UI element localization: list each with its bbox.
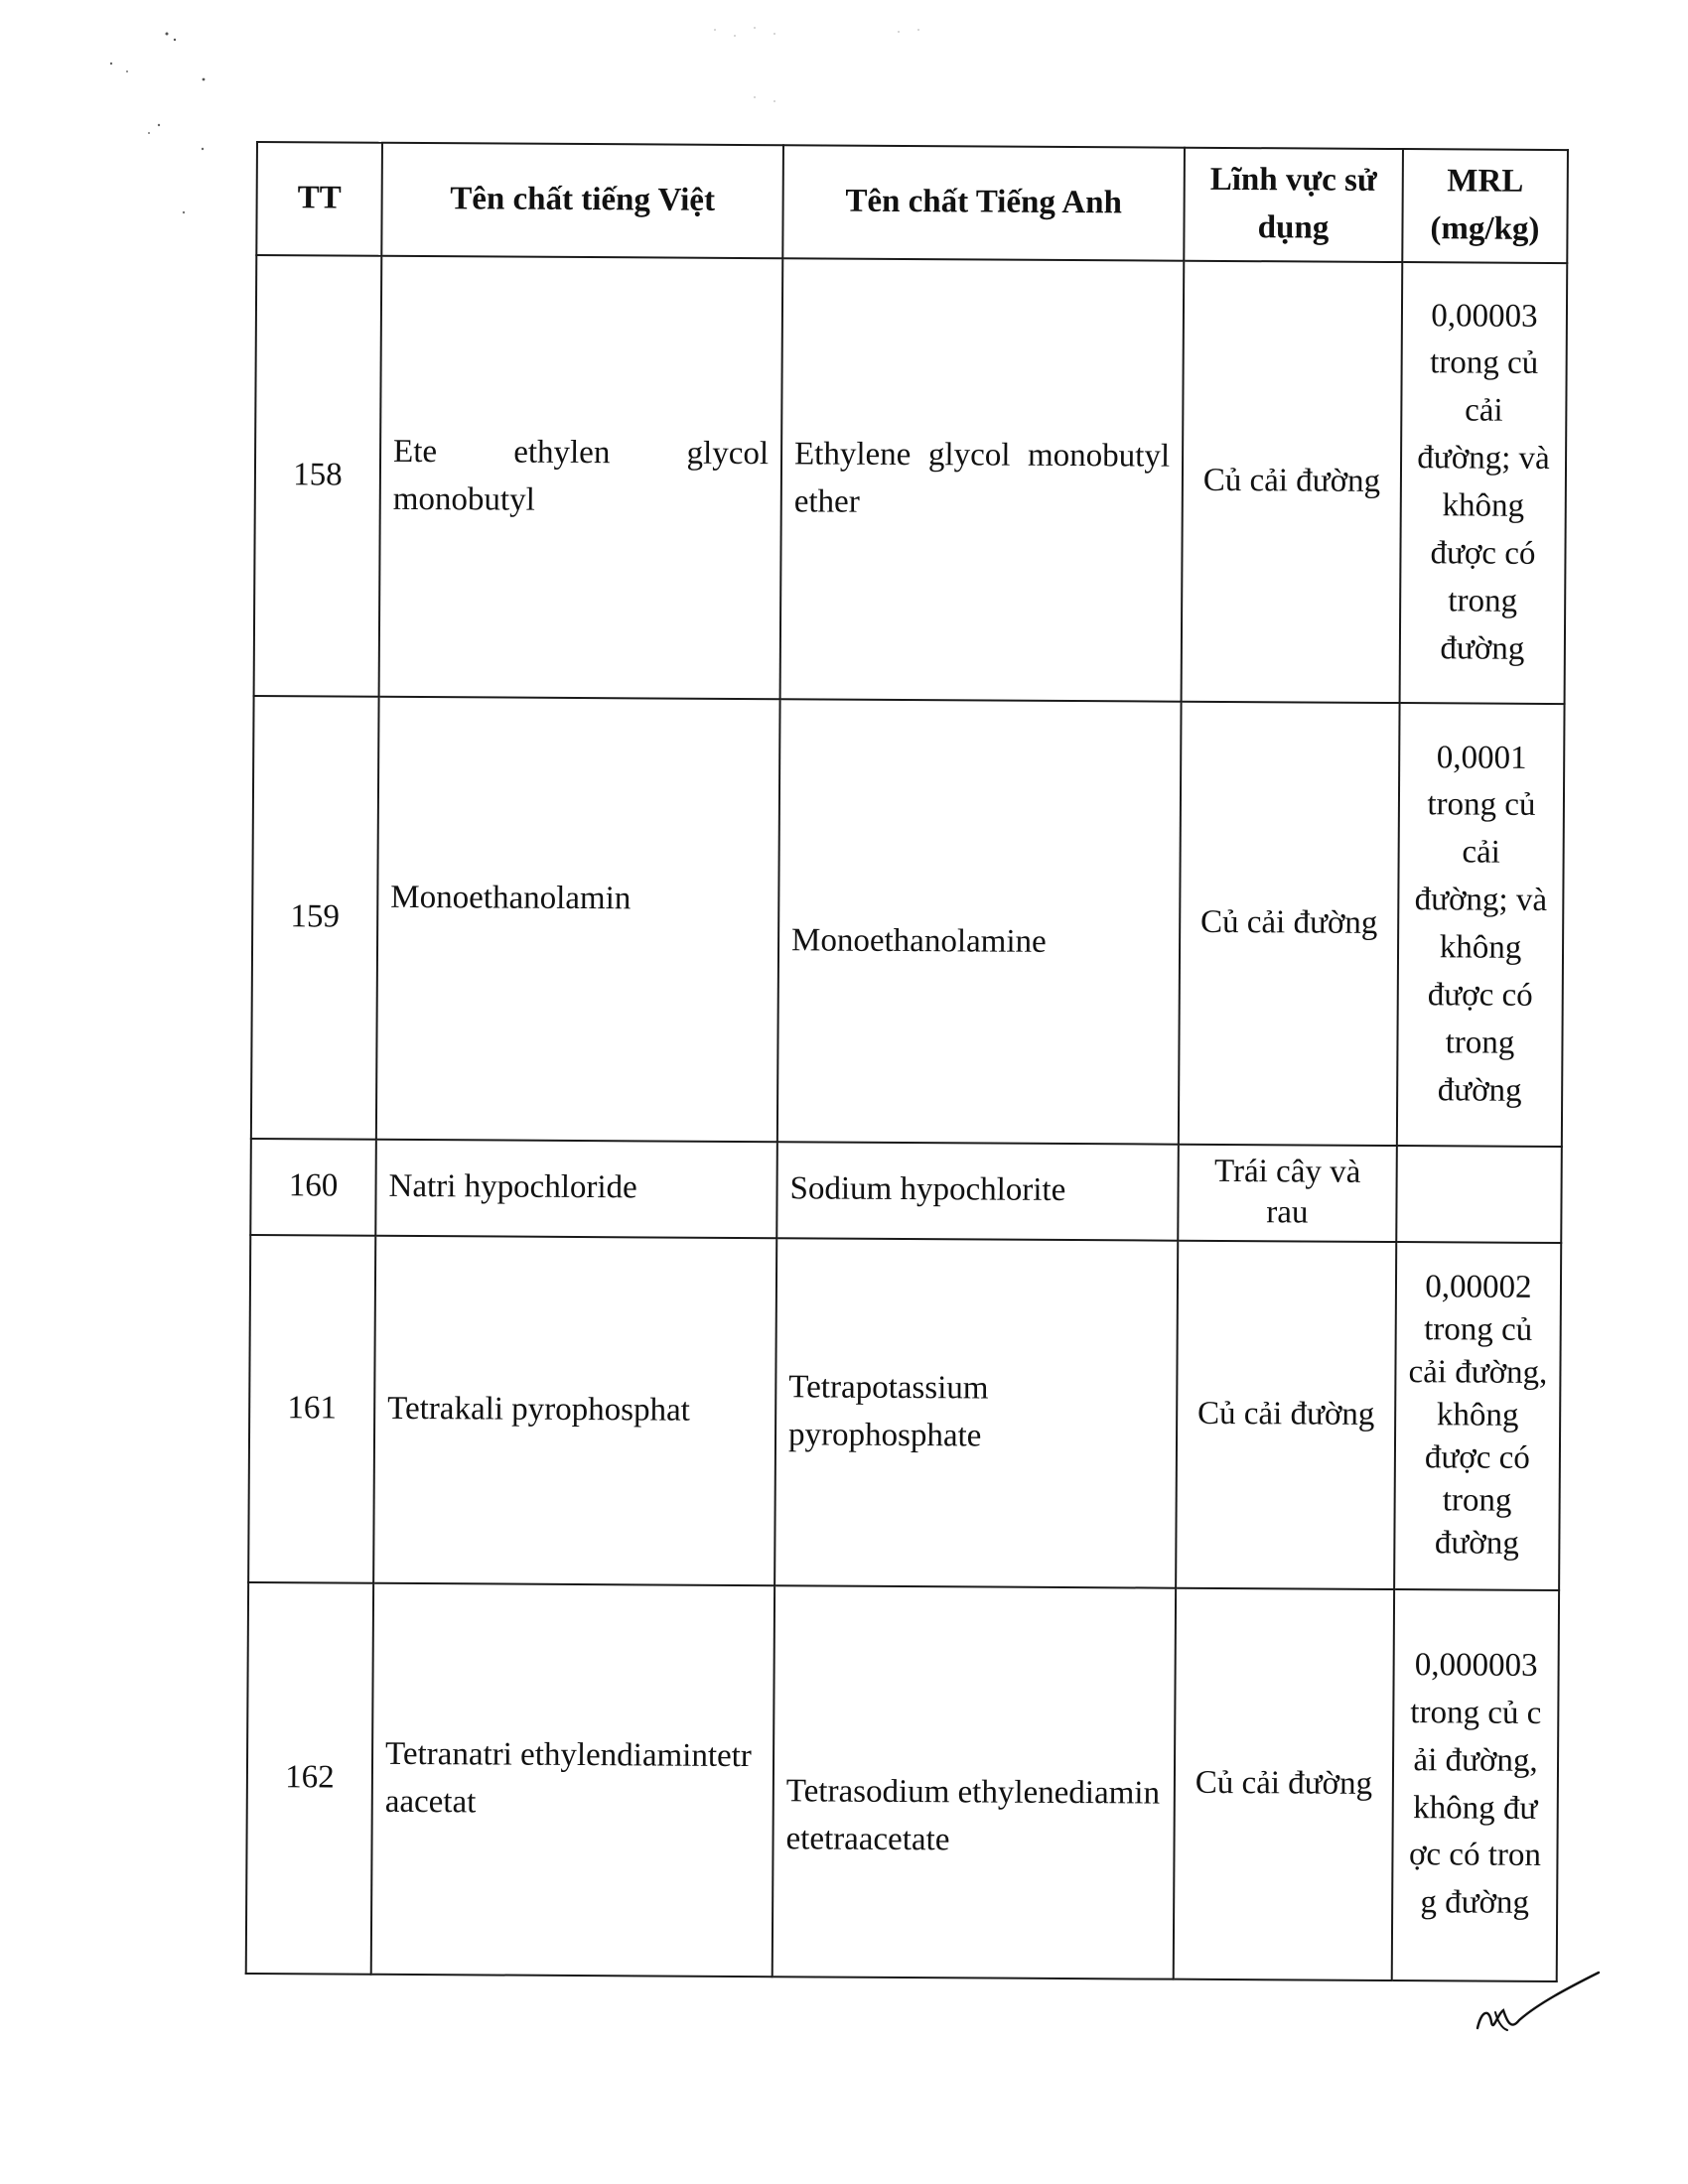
cell-mrl	[1396, 1146, 1562, 1243]
cell-en-name	[777, 699, 1182, 1144]
mrl-table	[245, 141, 1569, 1982]
cell-en-name	[773, 1585, 1176, 1979]
cell-tt: 160	[250, 1139, 376, 1235]
cell-en-name: Sodium hypochlorite	[776, 1142, 1179, 1240]
table-row	[246, 1581, 1559, 1980]
cell-tt: 162	[246, 1581, 373, 1974]
table-row	[254, 255, 1568, 704]
cell-mrl: 0,0001 trong củ cải đường; và không được có trong đường	[1397, 703, 1565, 1147]
header-vi-name: Tên chất tiếng Việt	[381, 143, 783, 258]
cell-vi-name: Ete ethylen glycol monobutyl	[379, 256, 783, 699]
header-tt: TT	[256, 142, 382, 256]
header-mrl: MRL (mg/kg)	[1402, 149, 1568, 263]
cell-en-name-text: Tetrasodium ethylenediaminetetraacetate	[785, 1772, 1161, 1857]
initials-signature	[1468, 1971, 1607, 2040]
cell-en-name: Ethylene glycol monobutyl ether	[780, 258, 1185, 701]
cell-vi-name-text: Monoethanolamin	[390, 879, 632, 917]
cell-en-name: Tetrapotassium pyrophosphate	[774, 1238, 1178, 1587]
cell-mrl: 0,00002 trong củ cải đường, không được có trong đường	[1394, 1242, 1561, 1590]
cell-vi-name	[376, 697, 780, 1142]
cell-field: Củ cải đường	[1174, 1587, 1394, 1979]
table-row	[248, 1234, 1561, 1589]
cell-mrl: 0,000003 trong củ cải đường, không được có trong đường	[1392, 1589, 1559, 1981]
cell-tt: 159	[251, 696, 379, 1140]
cell-vi-name: Tetrakali pyrophosphat	[373, 1235, 776, 1584]
table-row	[250, 1139, 1562, 1243]
cell-en-name-text: Monoethanolamine	[790, 922, 1047, 960]
cell-field: Trái cây và rau	[1178, 1145, 1397, 1242]
cell-tt: 158	[254, 255, 382, 697]
table-row	[251, 696, 1565, 1147]
header-en-name: Tên chất Tiếng Anh	[782, 145, 1185, 260]
cell-field: Củ cải đường	[1182, 261, 1403, 703]
cell-vi-name: Natri hypochloride	[375, 1140, 777, 1238]
cell-field: Củ cải đường	[1176, 1240, 1396, 1588]
table-header-row	[256, 142, 1568, 263]
cell-tt: 161	[248, 1234, 375, 1582]
header-field: Lĩnh vực sử dụng	[1184, 148, 1403, 262]
cell-field: Củ cải đường	[1179, 702, 1400, 1146]
cell-vi-name: Tetranatri ethylendiamintetraacetat	[371, 1582, 774, 1976]
cell-mrl: 0,00003 trong củ cải đường; và không được có trong đường	[1400, 262, 1568, 704]
